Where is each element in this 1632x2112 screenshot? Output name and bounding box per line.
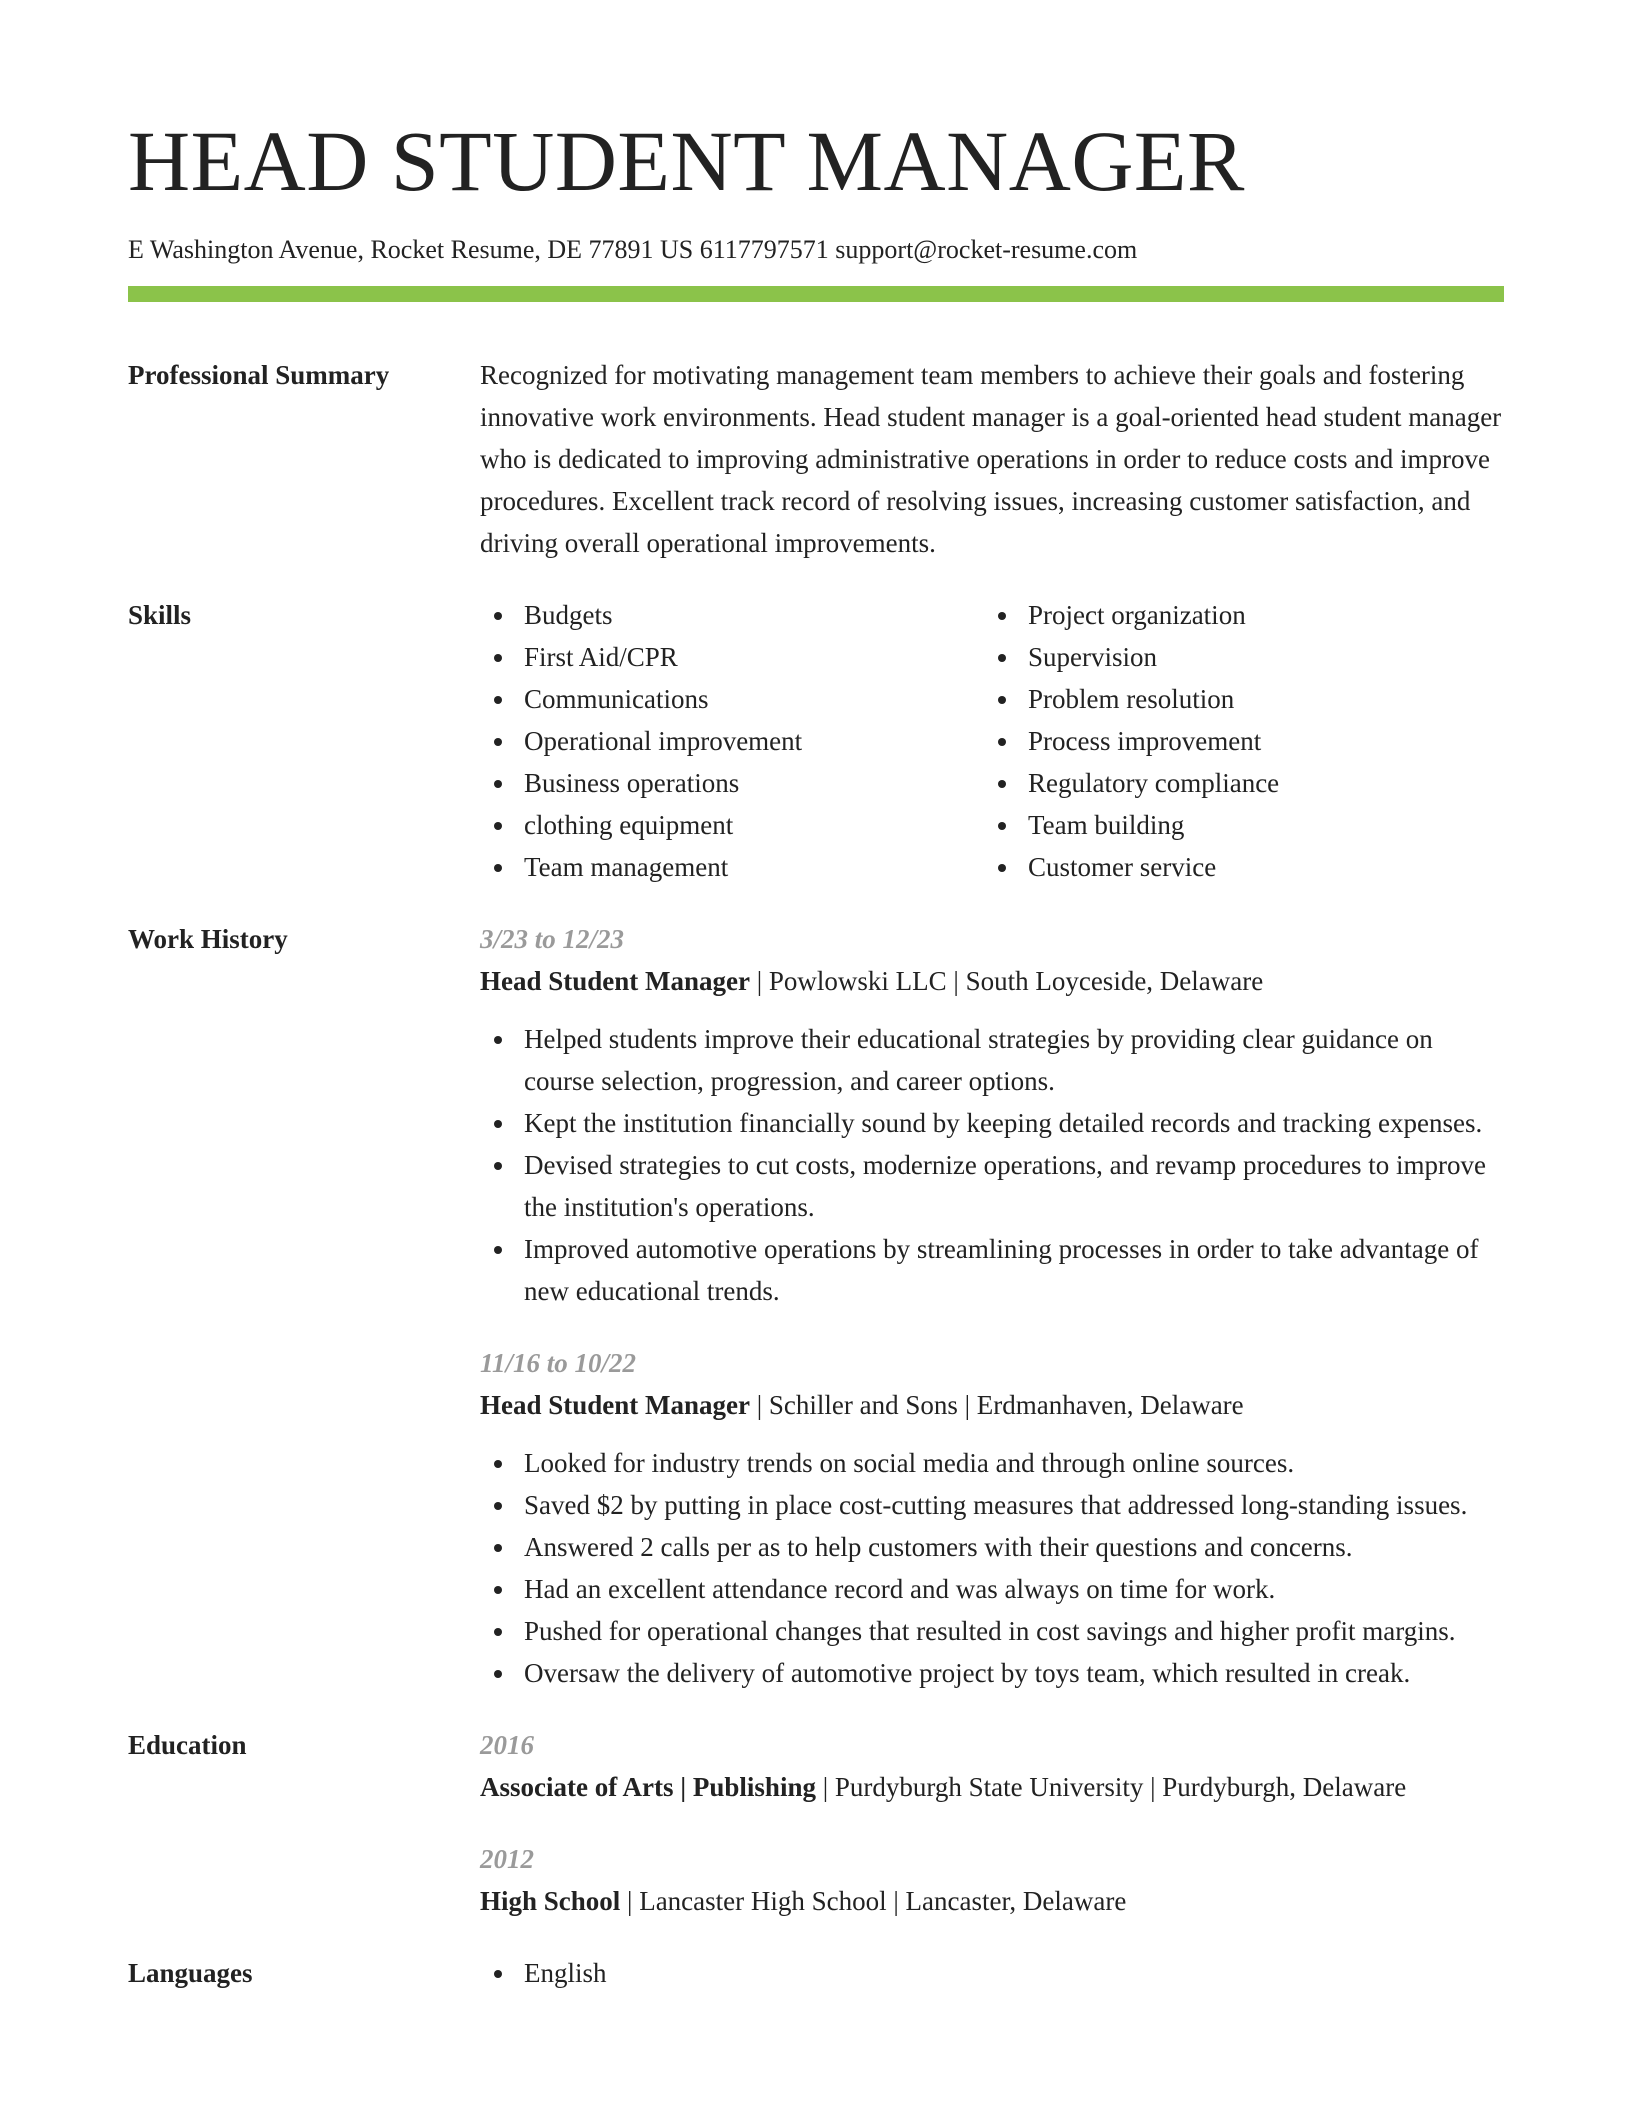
work-history-section <box>128 918 1504 1694</box>
job-title: Head Student Manager <box>480 1390 750 1420</box>
skill-item: Team management <box>480 846 984 888</box>
education-label: Education <box>128 1730 247 1760</box>
resume-name: HEAD STUDENT MANAGER <box>128 113 1245 209</box>
job-duty: Oversaw the delivery of automotive project by toys team, which resulted in creak. <box>480 1652 1504 1694</box>
job-dates: 3/23 to 12/23 <box>480 924 625 954</box>
languages-label: Languages <box>128 1958 253 1988</box>
skills-column-2 <box>984 594 1488 888</box>
education-year: 2016 <box>480 1730 534 1760</box>
skill-item: Process improvement <box>984 720 1488 762</box>
job-dates: 11/16 to 10/22 <box>480 1348 637 1378</box>
job-duty: Looked for industry trends on social media and through online sources. <box>480 1442 1504 1484</box>
education-school: | Lancaster High School | Lancaster, Delaware <box>620 1886 1127 1916</box>
job-entry <box>480 1342 1504 1694</box>
header-divider <box>128 286 1504 302</box>
skill-item: Regulatory compliance <box>984 762 1488 804</box>
job-duty: Kept the institution financially sound by keeping detailed records and tracking expenses. <box>480 1102 1504 1144</box>
skills-section <box>128 594 1504 888</box>
education-heading <box>480 1766 1504 1808</box>
job-duty: Helped students improve their educational strategies by providing clear guidance on course selection, progression, and career options. <box>480 1018 1504 1102</box>
job-heading <box>480 1384 1504 1426</box>
education-section <box>128 1724 1504 1922</box>
skills-label: Skills <box>128 600 192 630</box>
job-duty: Saved $2 by putting in place cost-cutting measures that addressed long-standing issues. <box>480 1484 1504 1526</box>
education-year: 2012 <box>480 1844 534 1874</box>
job-duty: Pushed for operational changes that resulted in cost savings and higher profit margins. <box>480 1610 1504 1652</box>
skill-item: Team building <box>984 804 1488 846</box>
job-heading <box>480 960 1504 1002</box>
job-company-location: | Powlowski LLC | South Loyceside, Delaware <box>750 966 1264 996</box>
contact-info: E Washington Avenue, Rocket Resume, DE 77891 US 6117797571 support@rocket-resume.com <box>128 235 1138 264</box>
education-degree: Associate of Arts | Publishing <box>480 1772 816 1802</box>
languages-list <box>480 1952 1504 1994</box>
summary-text: Recognized for motivating management team members to achieve their goals and fostering innovative work environments. Head student manager is a goal-oriented head student manager who is dedicated to improving administrative operations in order to reduce costs and improve procedures. Excellent track record of resolving issues, increasing customer satisfaction, and driving overall operational improvements. <box>480 360 1502 558</box>
education-entry <box>480 1838 1504 1922</box>
job-duty: Improved automotive operations by streamlining processes in order to take advantage of new educational trends. <box>480 1228 1504 1312</box>
skill-item: Supervision <box>984 636 1488 678</box>
skill-item: Customer service <box>984 846 1488 888</box>
language-item: English <box>480 1952 1504 1994</box>
summary-label: Professional Summary <box>128 360 390 390</box>
job-duty: Devised strategies to cut costs, modernize operations, and revamp procedures to improve the institution's operations. <box>480 1144 1504 1228</box>
job-duty: Answered 2 calls per as to help customers with their questions and concerns. <box>480 1526 1504 1568</box>
job-duty: Had an excellent attendance record and was always on time for work. <box>480 1568 1504 1610</box>
skill-item: Problem resolution <box>984 678 1488 720</box>
education-school: | Purdyburgh State University | Purdyburgh, Delaware <box>815 1772 1407 1802</box>
skill-item: clothing equipment <box>480 804 984 846</box>
skill-item: Operational improvement <box>480 720 984 762</box>
education-degree: High School <box>480 1886 621 1916</box>
skill-item: Business operations <box>480 762 984 804</box>
work-history-label: Work History <box>128 924 288 954</box>
job-entry <box>480 918 1504 1312</box>
skill-item: First Aid/CPR <box>480 636 984 678</box>
job-title: Head Student Manager <box>480 966 750 996</box>
languages-section <box>128 1952 1504 1994</box>
education-entry <box>480 1724 1504 1808</box>
education-heading <box>480 1880 1504 1922</box>
job-duties <box>480 1018 1504 1312</box>
job-duties <box>480 1442 1504 1694</box>
skills-column-1 <box>480 594 984 888</box>
skill-item: Communications <box>480 678 984 720</box>
job-company-location: | Schiller and Sons | Erdmanhaven, Delaware <box>750 1390 1244 1420</box>
skill-item: Project organization <box>984 594 1488 636</box>
skill-item: Budgets <box>480 594 984 636</box>
resume-page <box>128 113 1504 1994</box>
summary-section <box>128 354 1504 564</box>
